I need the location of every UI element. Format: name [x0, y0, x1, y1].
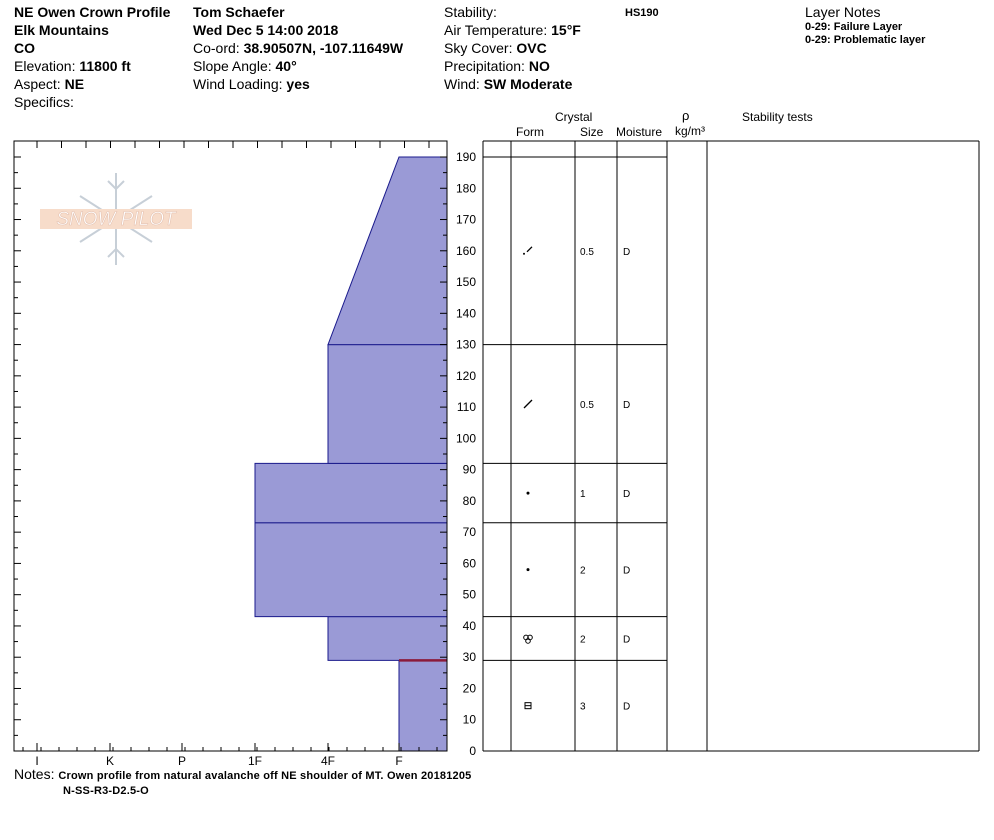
grain-size-value: 0.5	[580, 399, 594, 411]
coord-label: Co-ord:	[193, 40, 244, 56]
grain-size-value: 3	[580, 701, 586, 713]
y-tick-label: 120	[455, 368, 476, 383]
hardness-layer-bar	[255, 523, 447, 617]
grain-dot	[527, 568, 530, 571]
stability-label: Stability:	[444, 4, 497, 20]
wind-loading-label: Wind Loading:	[193, 76, 287, 92]
moisture-header: Moisture	[616, 125, 663, 139]
hardness-layer-bar	[328, 617, 447, 661]
grain-slash	[527, 247, 532, 252]
grain-size-value: 2	[580, 565, 586, 577]
observation-datetime: Wed Dec 5 14:00 2018	[193, 22, 339, 38]
y-tick-label: 90	[462, 462, 476, 477]
y-tick-label: 50	[462, 587, 476, 602]
y-tick-label: 180	[455, 181, 476, 196]
x-tick-label: 1F	[247, 754, 263, 768]
grain-size-value: 1	[580, 489, 586, 501]
y-tick-label: 60	[462, 556, 476, 571]
grain-form-dot-icon	[527, 492, 530, 495]
mountain-range: Elk Mountains	[14, 22, 109, 38]
density-unit: kg/m³	[675, 124, 705, 138]
layer-note-item: 0-29: Failure Layer	[805, 21, 903, 33]
elevation-value: 11800 ft	[79, 58, 131, 74]
grain-form-dot-icon	[527, 568, 530, 571]
size-header: Size	[580, 125, 604, 139]
grain-form-box-icon	[525, 703, 531, 709]
grain-form-rounded-icon	[524, 635, 533, 643]
x-tick-label: K	[105, 754, 115, 768]
snowpilot-logo	[40, 173, 192, 265]
y-tick-label: 140	[455, 306, 476, 321]
form-header: Form	[516, 125, 544, 139]
y-tick-label: 80	[462, 493, 476, 508]
y-tick-label: 160	[455, 243, 476, 258]
layer-table	[483, 141, 979, 751]
x-tick-label: F	[395, 754, 403, 768]
y-tick-label: 170	[455, 212, 476, 227]
density-symbol: ρ	[682, 108, 690, 123]
y-tick-label: 110	[456, 400, 476, 415]
y-tick-label: 100	[455, 431, 476, 446]
grain-dot	[523, 253, 525, 255]
notes-line-2: N-SS-R3-D2.5-O	[63, 785, 149, 797]
precip-value: NO	[528, 58, 550, 74]
hardness-layer-bar	[328, 345, 447, 464]
elevation-label: Elevation:	[14, 58, 80, 74]
crystal-header: Crystal	[555, 110, 593, 124]
wind-label: Wind:	[444, 76, 484, 92]
y-tick-label: 40	[462, 618, 476, 633]
y-tick-label: 20	[462, 681, 476, 696]
logo-text: SNOW PILOT	[56, 209, 176, 230]
grain-slash	[524, 400, 532, 408]
precip-label: Precipitation:	[444, 58, 529, 74]
y-tick-label: 150	[455, 275, 476, 290]
wind-value: SW Moderate	[483, 76, 573, 92]
grain-dot	[527, 492, 530, 495]
moisture-value: D	[623, 399, 631, 411]
sky-cover-label: Sky Cover:	[444, 40, 517, 56]
notes-line-1: Crown profile from natural avalanche off NE shoulder of MT. Owen 20181205	[58, 770, 472, 782]
coord-value: 38.90507N, -107.11649W	[243, 40, 404, 56]
aspect-label: Aspect:	[14, 76, 65, 92]
grain-size-value: 0.5	[580, 246, 594, 258]
air-temp-label: Air Temperature:	[444, 22, 552, 38]
hardness-profile	[255, 157, 447, 751]
notes-section	[14, 766, 472, 797]
x-tick-label: I	[35, 754, 39, 768]
y-tick-label: 190	[455, 150, 476, 164]
moisture-value: D	[623, 634, 631, 646]
wind-loading-value: yes	[286, 76, 310, 92]
hs-value: HS190	[625, 7, 659, 19]
x-tick-label: 4F	[320, 754, 336, 768]
specifics-label: Specifics:	[14, 94, 74, 110]
air-temp-value: 15°F	[551, 22, 581, 38]
y-tick-label: 70	[462, 525, 476, 540]
x-tick-label: P	[177, 754, 187, 768]
state: CO	[14, 40, 35, 56]
sky-cover-value: OVC	[516, 40, 547, 56]
hardness-layer-bar	[328, 157, 447, 345]
grain-form-slash-icon	[524, 400, 532, 408]
grain-form-slashdot-icon	[523, 247, 532, 255]
slope-value: 40°	[275, 58, 297, 74]
y-tick-label: 130	[455, 337, 476, 352]
moisture-value: D	[623, 489, 631, 501]
moisture-value: D	[623, 246, 631, 258]
layer-notes-title: Layer Notes	[805, 4, 881, 20]
moisture-value: D	[623, 565, 631, 577]
hardness-layer-bar	[255, 463, 447, 522]
observer-name: Tom Schaefer	[193, 4, 285, 20]
moisture-value: D	[623, 701, 631, 713]
layer-note-item: 0-29: Problematic layer	[805, 34, 926, 46]
y-tick-label: 10	[462, 712, 476, 727]
y-tick-label: 30	[462, 650, 476, 665]
profile-title: NE Owen Crown Profile	[14, 4, 171, 20]
hardness-layer-bar	[399, 660, 447, 751]
notes-label: Notes:	[14, 766, 59, 782]
y-tick-label: 0	[469, 744, 476, 758]
stability-tests-header: Stability tests	[742, 110, 813, 124]
slope-label: Slope Angle:	[193, 58, 276, 74]
aspect-value: NE	[64, 76, 85, 92]
grain-size-value: 2	[580, 634, 586, 646]
